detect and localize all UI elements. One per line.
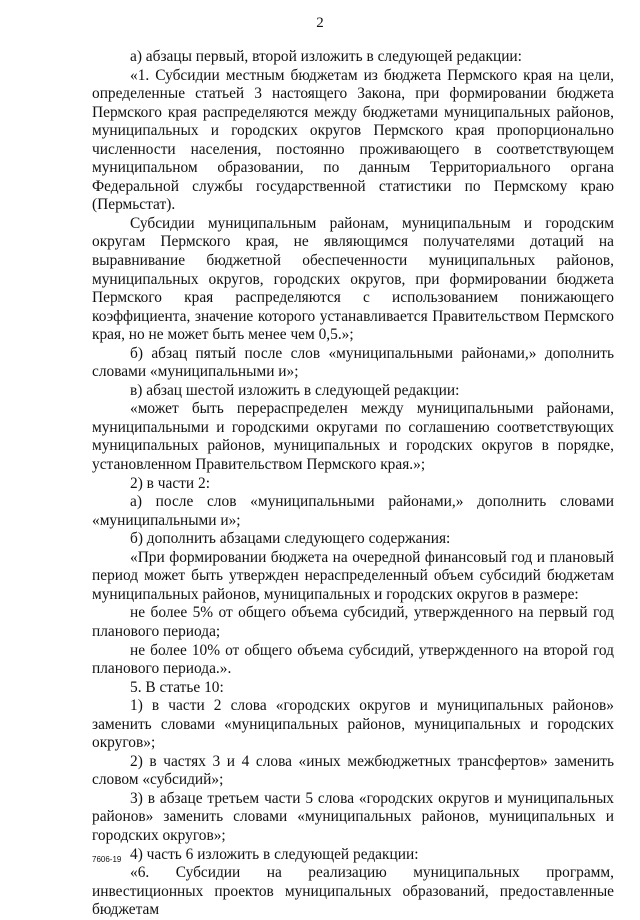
document-body bbox=[92, 48, 614, 920]
paragraph: в) абзац шестой изложить в следующей редакции: bbox=[130, 381, 460, 399]
paragraph: 5. В статье 10: bbox=[130, 678, 224, 696]
paragraph: а) абзацы первый, второй изложить в следующей редакции: bbox=[130, 48, 522, 65]
paragraph: «При формировании бюджета на очередной финансовый год и плановый период может быть утвержден нераспределенный объем субсидий бюджетам муниципальных районов, муниципальных и городских округов в размере: bbox=[92, 548, 614, 603]
paragraph: б) абзац пятый после слов «муниципальными районами,» дополнить словами «муниципальными и»; bbox=[92, 344, 614, 381]
paragraph: 2) в части 2: bbox=[130, 474, 210, 492]
paragraph: 4) часть 6 изложить в следующей редакции: bbox=[130, 845, 419, 863]
document-code: 7606-19 bbox=[92, 855, 122, 864]
paragraph: не более 5% от общего объема субсидий, утвержденного на первый год планового периода; bbox=[92, 604, 614, 640]
paragraph: «может быть перераспределен между муниципальными районами, муниципальными и городскими округами по соглашению соответствующих муниципальных районов, муниципальных и городских округов в порядке, установленном Правительством Пермского края.»; bbox=[92, 400, 614, 474]
paragraph: 1) в части 2 слова «городских округов и муниципальных районов» заменить словами «муниципальных районов, муниципальных и городских округов»; bbox=[92, 697, 614, 752]
paragraph: 2) в частях 3 и 4 слова «иных межбюджетных трансфертов» заменить словом «субсидий»; bbox=[92, 752, 614, 789]
paragraph: а) после слов «муниципальными районами,» дополнить словами «муниципальными и»; bbox=[92, 493, 614, 529]
paragraph: «1. Субсидии местным бюджетам из бюджета Пермского края на цели, определенные статьей 3 настоящего Закона, при формировании бюджета Пермского края распределяются между бюджетами муниципальных районов, муниципальных и городских округов Пермского края пропорционально численности населения, постоянно проживающего в соответствующем муниципальном образовании, по данным Территориального органа Федеральной службы государственной статистики по Пермскому краю (Пермьстат). bbox=[92, 66, 614, 214]
page-number: 2 bbox=[316, 15, 324, 31]
paragraph: не более 10% от общего объема субсидий, утвержденного на второй год планового периода.». bbox=[92, 641, 614, 678]
paragraph: Субсидии муниципальным районам, муниципальным и городским округам Пермского края, не являющимся получателями дотаций на выравнивание бюджетной обеспеченности муниципальных районов, муниципальных округов, городских округов, при формировании бюджета Пермского края распределяются с использованием понижающего коэффициента, значение которого устанавливается Правительством Пермского края, но не может быть менее чем 0,5.»; bbox=[92, 214, 614, 344]
paragraph: б) дополнить абзацами следующего содержания: bbox=[130, 530, 451, 548]
paragraph: «6. Субсидии на реализацию муниципальных программ, инвестиционных проектов муниципальных образований, предоставленные бюджетам bbox=[92, 864, 614, 919]
paragraph: 3) в абзаце третьем части 5 слова «городских округов и муниципальных районов» заменить словами «муниципальных районов, муниципальных и городских округов»; bbox=[92, 789, 614, 844]
